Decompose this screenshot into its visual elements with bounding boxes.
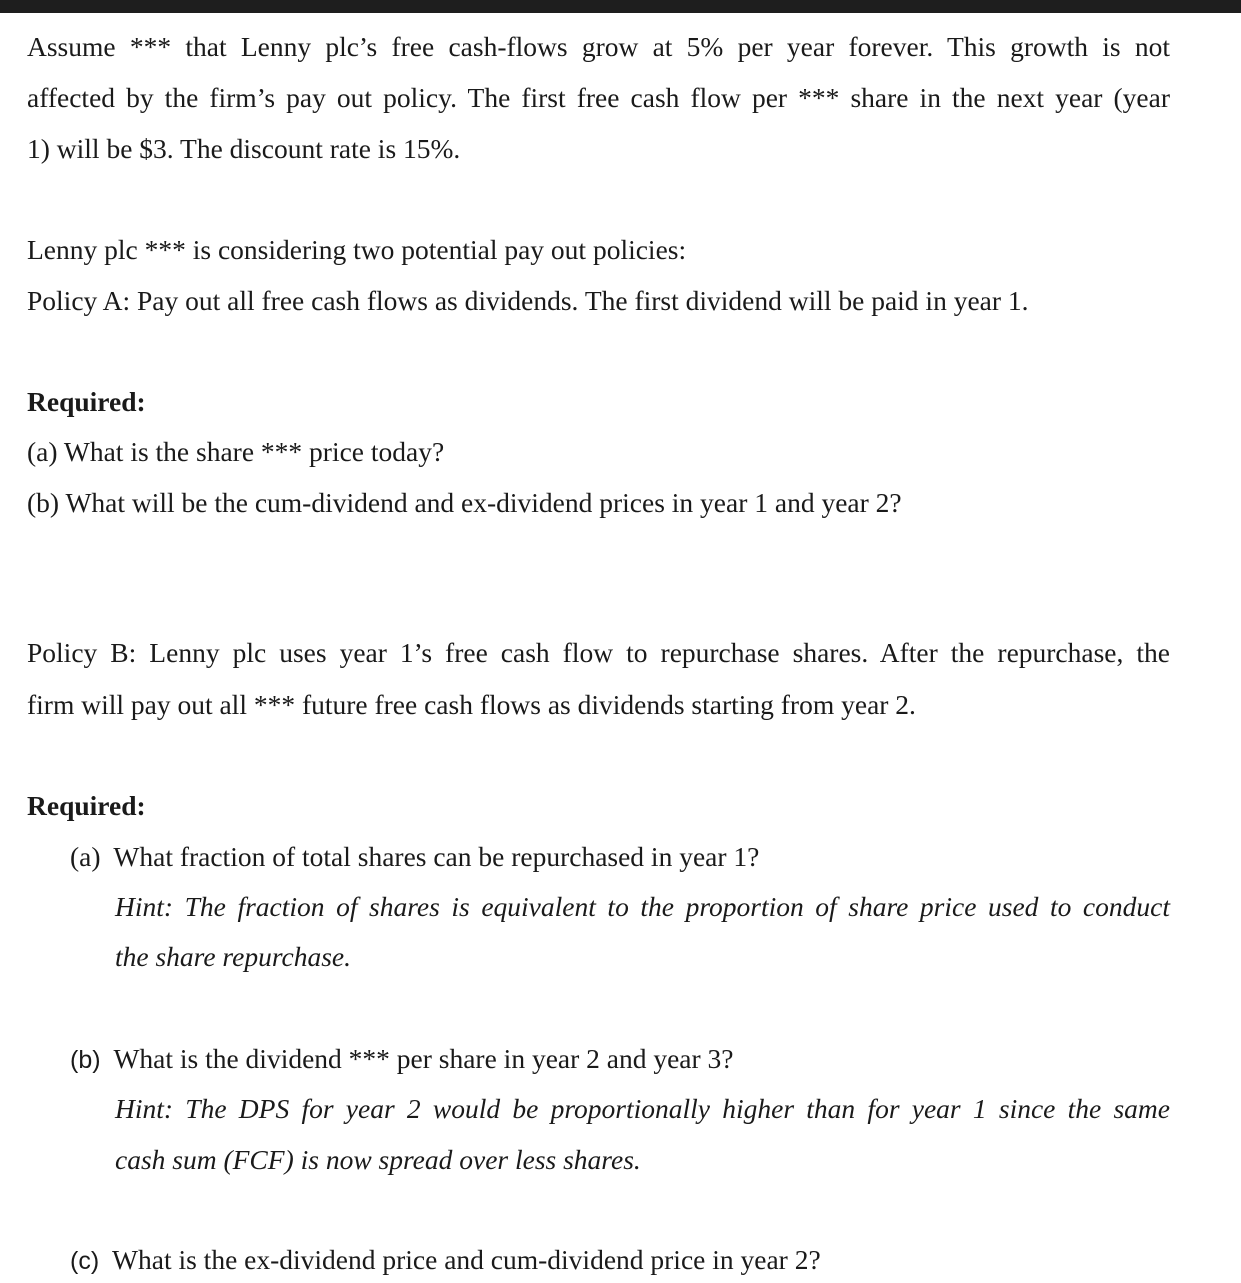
policy-b-line-1: Policy B: Lenny plc uses year 1’s free cash flow to repurchase shares. After the repurchase, the [27, 637, 1170, 668]
policy-b-question-a [70, 840, 759, 874]
question-b-label: (b) [70, 1046, 101, 1074]
policy-b-hint-a-line-2: the share repurchase. [115, 941, 351, 972]
question-c-label: (c) [70, 1247, 100, 1275]
top-dark-bar [0, 0, 1241, 13]
question-b-text: What is the dividend *** per share in year 2 and year 3? [113, 1043, 734, 1074]
policy-b-required-label: Required: [27, 790, 146, 821]
question-a-text: What fraction of total shares can be repurchased in year 1? [113, 841, 760, 872]
policy-b-hint-b-line-1: Hint: The DPS for year 2 would be proportionally higher than for year 1 since the same [115, 1093, 1170, 1124]
policy-b-question-b [70, 1042, 734, 1077]
policy-b-line-2: firm will pay out all *** future free cash flows as dividends starting from year 2. [27, 689, 916, 720]
policies-intro: Lenny plc *** is considering two potential pay out policies: [27, 234, 687, 265]
question-c-text: What is the ex-dividend price and cum-dividend price in year 2? [112, 1244, 821, 1275]
question-a-label: (a) [70, 841, 101, 872]
intro-line-1: Assume *** that Lenny plc’s free cash-flows grow at 5% per year forever. This growth is not [27, 31, 1170, 62]
intro-line-2: affected by the firm’s pay out policy. The first free cash flow per *** share in the next year (year [27, 82, 1170, 113]
policy-a-required-label: Required: [27, 386, 146, 417]
policy-a-text: Policy A: Pay out all free cash flows as dividends. The first dividend will be paid in year 1. [27, 285, 1029, 316]
policy-b-question-c [70, 1243, 821, 1278]
policy-a-question-b: (b) What will be the cum-dividend and ex-dividend prices in year 1 and year 2? [27, 487, 902, 518]
policy-a-question-a: (a) What is the share *** price today? [27, 436, 445, 467]
policy-b-hint-b-line-2: cash sum (FCF) is now spread over less shares. [115, 1144, 641, 1175]
policy-b-hint-a-line-1: Hint: The fraction of shares is equivalent to the proportion of share price used to conduct [115, 891, 1170, 922]
intro-line-3: 1) will be $3. The discount rate is 15%. [27, 133, 461, 164]
